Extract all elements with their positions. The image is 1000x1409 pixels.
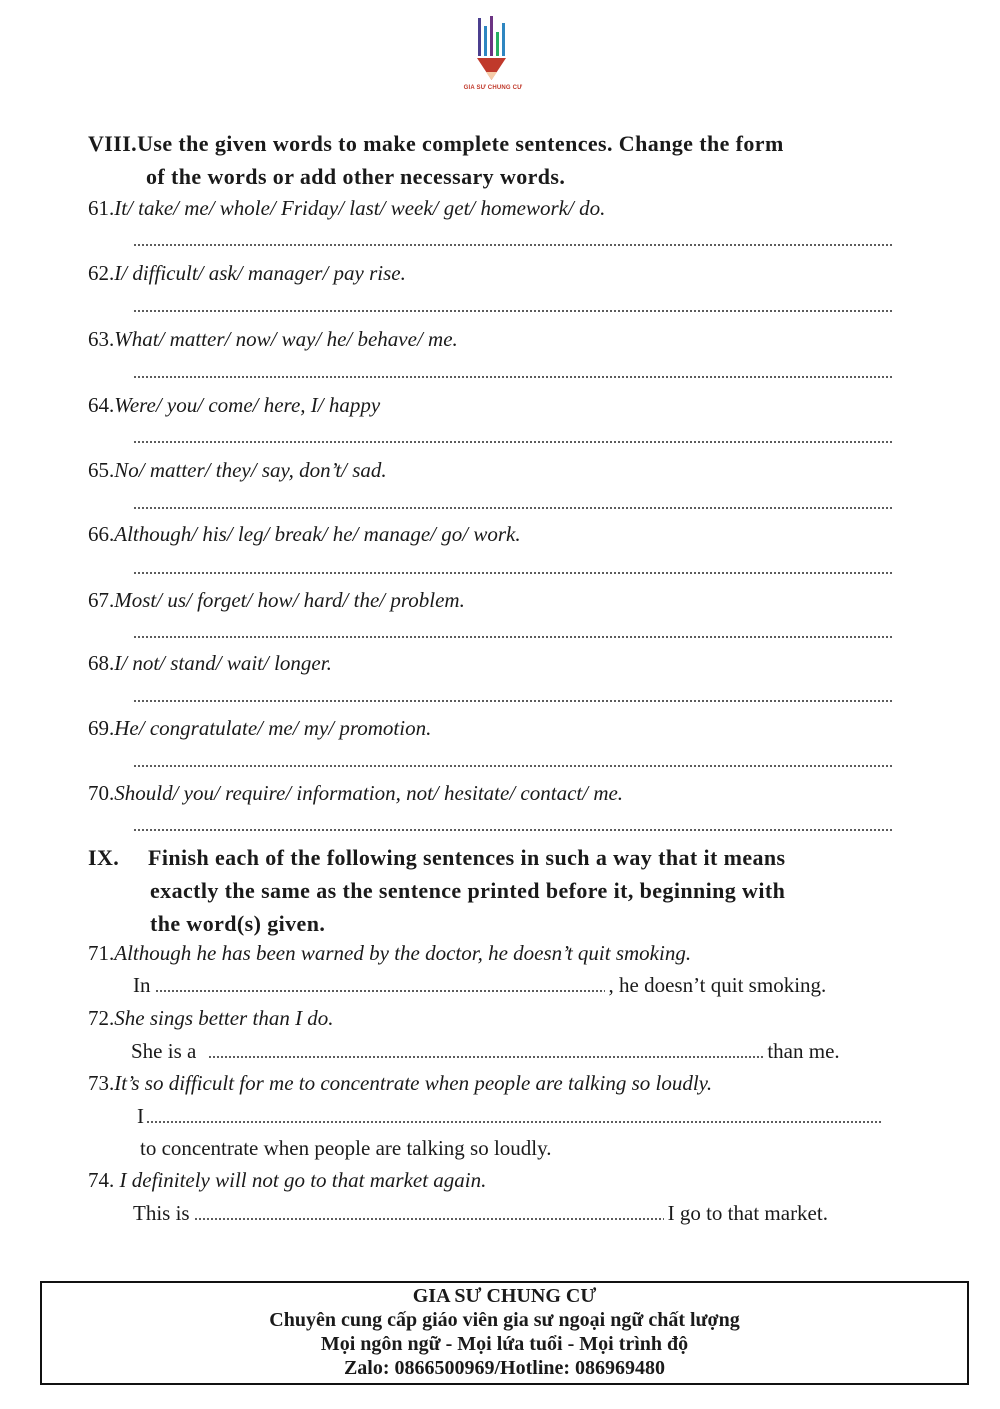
question-number: 69. bbox=[88, 716, 115, 740]
question-number: 61. bbox=[88, 196, 115, 220]
question-63 bbox=[88, 327, 898, 352]
question-number: 67. bbox=[88, 588, 115, 612]
question-number: 71. bbox=[88, 941, 115, 965]
answer-line-63[interactable] bbox=[133, 376, 893, 378]
question-73 bbox=[88, 1071, 898, 1096]
question-65 bbox=[88, 458, 898, 483]
question-68 bbox=[88, 651, 898, 676]
footer-line-1: GIA SƯ CHUNG CƯ bbox=[412, 1285, 597, 1307]
answer-start: This is bbox=[133, 1201, 190, 1225]
question-number: 62. bbox=[88, 261, 115, 285]
answer-start: She is a bbox=[131, 1039, 197, 1063]
answer-blank-74[interactable] bbox=[194, 1218, 664, 1220]
answer-blank-71[interactable] bbox=[155, 990, 605, 992]
answer-line-68[interactable] bbox=[133, 700, 893, 702]
question-number: 63. bbox=[88, 327, 115, 351]
answer-end: than me. bbox=[767, 1039, 840, 1063]
section-9-title bbox=[88, 841, 908, 940]
question-72 bbox=[88, 1006, 898, 1031]
section-8-title-line2: of the words or add other necessary words. bbox=[146, 164, 566, 189]
question-text: I/ not/ stand/ wait/ longer. bbox=[114, 651, 332, 675]
answer-end: I go to that market. bbox=[667, 1201, 828, 1225]
question-62 bbox=[88, 261, 898, 286]
question-text: Although he has been warned by the doctor, he doesn’t quit smoking. bbox=[114, 941, 692, 965]
question-number: 73. bbox=[88, 1071, 115, 1095]
section-8-title bbox=[88, 127, 908, 193]
pencil-bars-logo-icon bbox=[473, 14, 513, 84]
question-67 bbox=[88, 588, 898, 613]
section-8-title-line1: Use the given words to make complete sentences. Change the form bbox=[137, 131, 784, 156]
question-text: What/ matter/ now/ way/ he/ behave/ me. bbox=[114, 327, 458, 351]
answer-row-71 bbox=[133, 973, 893, 998]
question-text: Should/ you/ require/ information, not/ hesitate/ contact/ me. bbox=[114, 781, 624, 805]
question-69 bbox=[88, 716, 898, 741]
footer-line-3: Mọi ngôn ngữ - Mọi lứa tuổi - Mọi trình độ bbox=[320, 1333, 689, 1355]
question-text: It/ take/ me/ whole/ Friday/ last/ week/ get/ homework/ do. bbox=[114, 196, 606, 220]
question-number: 70. bbox=[88, 781, 115, 805]
answer-line-64[interactable] bbox=[133, 441, 893, 443]
answer-line-62[interactable] bbox=[133, 310, 893, 312]
question-text: I/ difficult/ ask/ manager/ pay rise. bbox=[114, 261, 406, 285]
footer-box bbox=[40, 1281, 969, 1385]
answer-start: In bbox=[133, 973, 151, 997]
answer-blank-72[interactable] bbox=[208, 1056, 763, 1058]
answer-line-65[interactable] bbox=[133, 507, 893, 509]
answer-row-73 bbox=[137, 1104, 893, 1129]
question-64 bbox=[88, 393, 898, 418]
question-text: No/ matter/ they/ say, don’t/ sad. bbox=[114, 458, 387, 482]
answer-line-66[interactable] bbox=[133, 572, 893, 574]
question-70 bbox=[88, 781, 898, 806]
question-number: 66. bbox=[88, 522, 115, 546]
answer-row-74 bbox=[133, 1201, 893, 1226]
answer-end: , he doesn’t quit smoking. bbox=[608, 973, 827, 997]
question-number: 74. bbox=[88, 1168, 115, 1192]
answer-row-72 bbox=[131, 1039, 893, 1064]
section-9-number: IX. bbox=[88, 845, 120, 870]
section-8-number: VIII. bbox=[88, 131, 138, 156]
answer-start: I bbox=[137, 1104, 144, 1128]
answer-row-73-end: to concentrate when people are talking so loudly. bbox=[140, 1136, 552, 1160]
section-9-title-line2: exactly the same as the sentence printed before it, beginning with bbox=[150, 878, 786, 903]
question-74 bbox=[88, 1168, 898, 1193]
question-text: I definitely will not go to that market again. bbox=[119, 1168, 487, 1192]
question-text: Most/ us/ forget/ how/ hard/ the/ problem. bbox=[114, 588, 465, 612]
section-9-title-line1: Finish each of the following sentences in such a way that it means bbox=[148, 845, 786, 870]
question-text: He/ congratulate/ me/ my/ promotion. bbox=[114, 716, 432, 740]
answer-blank-73[interactable] bbox=[146, 1121, 881, 1123]
logo-text: GIA SƯ CHUNG CƯ bbox=[463, 85, 523, 91]
brand-logo bbox=[448, 14, 538, 106]
answer-line-70[interactable] bbox=[133, 829, 893, 831]
footer-line-2: Chuyên cung cấp giáo viên gia sư ngoại ngữ chất lượng bbox=[269, 1309, 740, 1331]
question-66 bbox=[88, 522, 898, 547]
answer-line-67[interactable] bbox=[133, 636, 893, 638]
question-text: Were/ you/ come/ here, I/ happy bbox=[114, 393, 381, 417]
question-number: 64. bbox=[88, 393, 115, 417]
question-61 bbox=[88, 196, 898, 221]
question-number: 65. bbox=[88, 458, 115, 482]
question-text: Although/ his/ leg/ break/ he/ manage/ go/ work. bbox=[114, 522, 521, 546]
question-71 bbox=[88, 941, 898, 966]
answer-line-61[interactable] bbox=[133, 244, 893, 246]
footer-line-4: Zalo: 0866500969/Hotline: 086969480 bbox=[343, 1357, 666, 1379]
answer-line-69[interactable] bbox=[133, 765, 893, 767]
question-text: She sings better than I do. bbox=[114, 1006, 334, 1030]
question-number: 72. bbox=[88, 1006, 115, 1030]
question-number: 68. bbox=[88, 651, 115, 675]
section-9-title-line3: the word(s) given. bbox=[150, 911, 326, 936]
question-text: It’s so difficult for me to concentrate when people are talking so loudly. bbox=[114, 1071, 713, 1095]
